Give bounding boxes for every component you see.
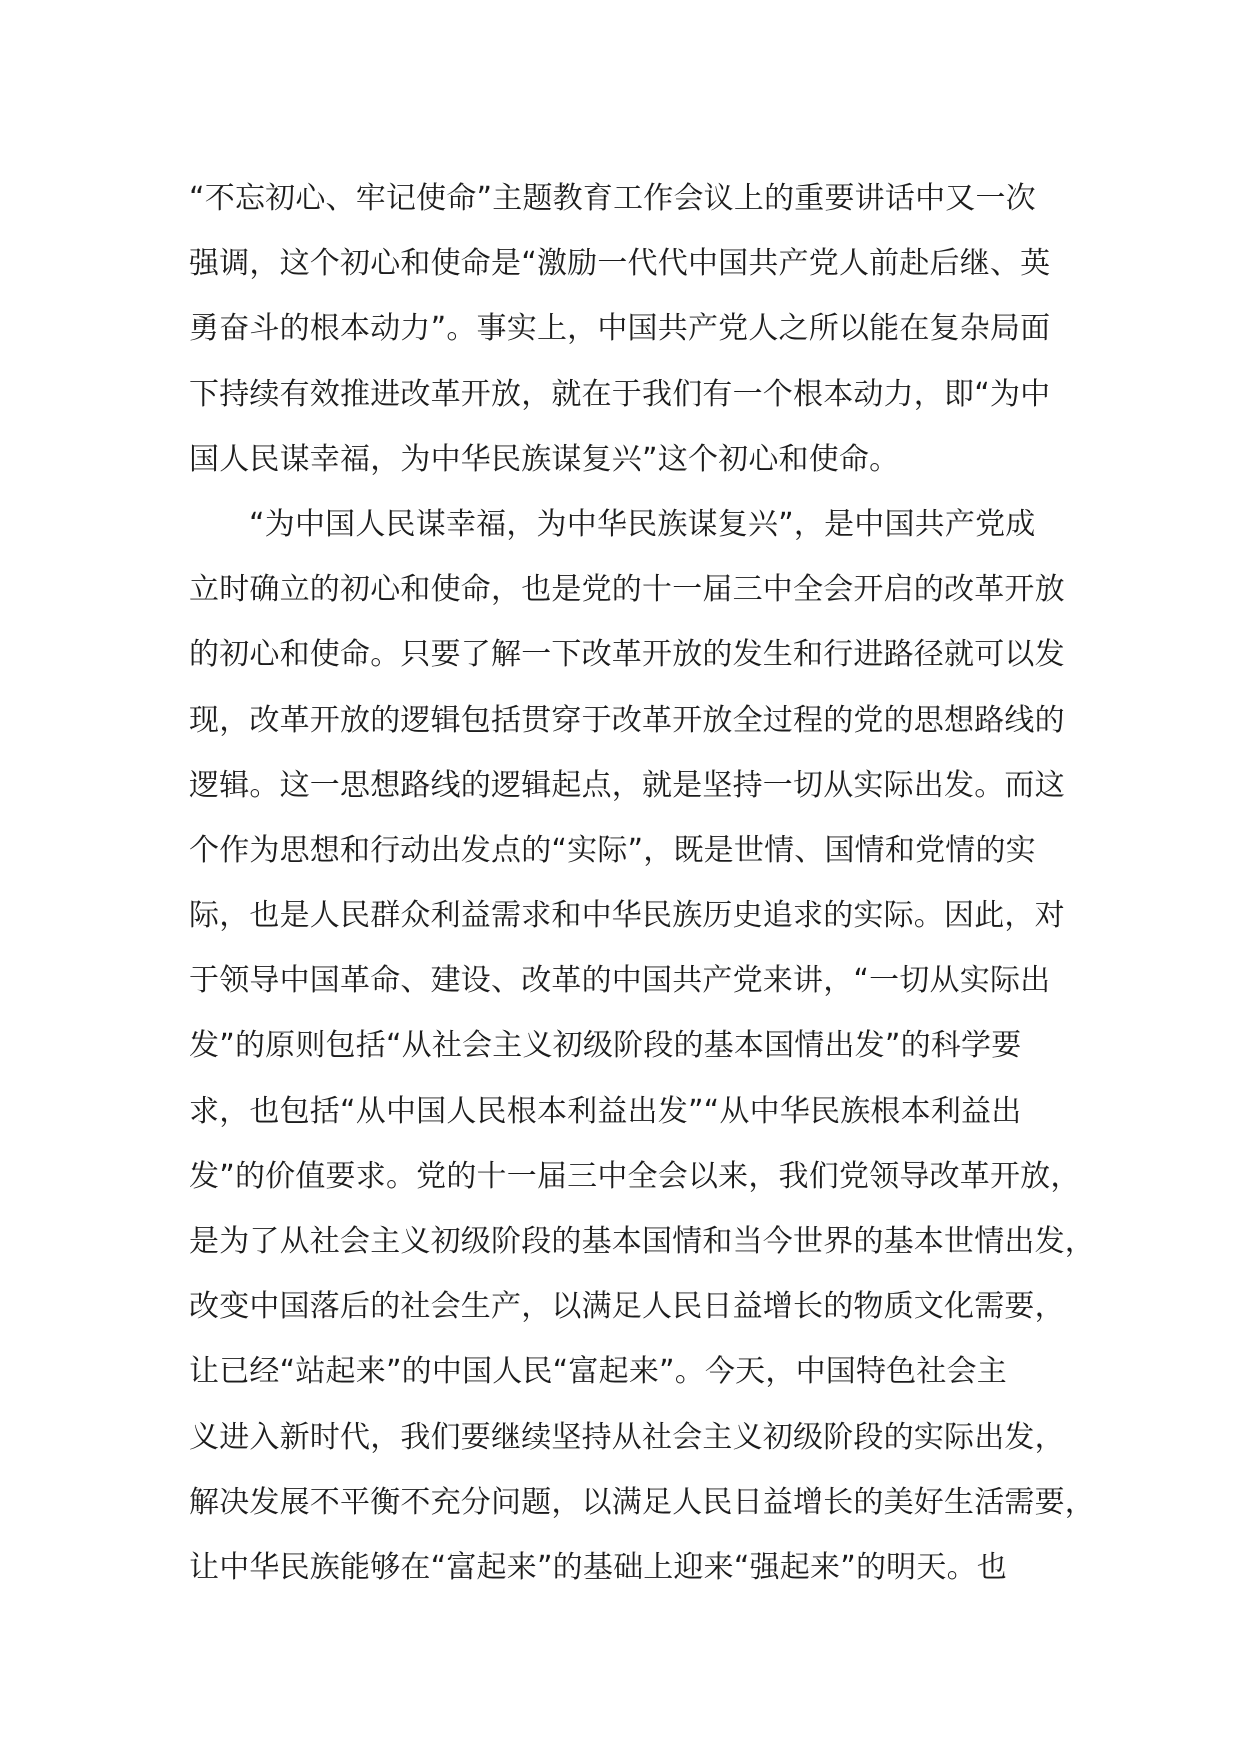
text-line: 强调，这个初心和使命是“激励一代代中国共产党人前赴后继、英 <box>189 246 1051 282</box>
text-line: 现，改革开放的逻辑包括贯穿于改革开放全过程的党的思想路线的 <box>189 702 1065 738</box>
text-line: “不忘初心、牢记使命”主题教育工作会议上的重要讲话中又一次 <box>189 181 1036 216</box>
text-line: 义进入新时代，我们要继续坚持从社会主义初级阶段的实际出发， <box>189 1419 1065 1455</box>
text-line: 立时确立的初心和使命，也是党的十一届三中全会开启的改革开放 <box>189 572 1065 608</box>
text-line: 发”的价值要求。党的十一届三中全会以来，我们党领导改革开放， <box>189 1158 1081 1194</box>
text-line: 让已经“站起来”的中国人民“富起来”。今天，中国特色社会主 <box>189 1354 1007 1390</box>
text-line: 国人民谋幸福，为中华民族谋复兴”这个初心和使命。 <box>189 441 900 477</box>
text-line: 是为了从社会主义初级阶段的基本国情和当今世界的基本世情出发， <box>189 1224 1095 1259</box>
text-line: 解决发展不平衡不充分问题，以满足人民日益增长的美好生活需要， <box>189 1484 1095 1520</box>
text-line: 际，也是人民群众利益需求和中华民族历史追求的实际。因此，对 <box>189 898 1065 934</box>
text-line: 逻辑。这一思想路线的逻辑起点，就是坚持一切从实际出发。而这 <box>189 767 1065 803</box>
text-line: 改变中国落后的社会生产，以满足人民日益增长的物质文化需要， <box>189 1289 1065 1325</box>
text-line: 求，也包括“从中国人民根本利益出发”“从中华民族根本利益出 <box>189 1093 1022 1129</box>
text-line: 下持续有效推进改革开放，就在于我们有一个根本动力，即“为中 <box>189 376 1051 412</box>
body-text <box>189 166 1095 1600</box>
text-line: 勇奋斗的根本动力”。事实上，中国共产党人之所以能在复杂局面 <box>189 311 1051 347</box>
text-line: 个作为思想和行动出发点的“实际”，既是世情、国情和党情的实 <box>189 832 1036 868</box>
text-line: 发”的原则包括“从社会主义初级阶段的基本国情出发”的科学要 <box>189 1028 1022 1064</box>
paragraph-first-line: “为中国人民谋幸福，为中华民族谋复兴”，是中国共产党成 <box>249 506 1036 542</box>
text-line: 让中华民族能够在“富起来”的基础上迎来“强起来”的明天。也 <box>189 1549 1007 1585</box>
text-line: 的初心和使命。只要了解一下改革开放的发生和行进路径就可以发 <box>189 637 1065 673</box>
text-line: 于领导中国革命、建设、改革的中国共产党来讲，“一切从实际出 <box>189 963 1051 999</box>
